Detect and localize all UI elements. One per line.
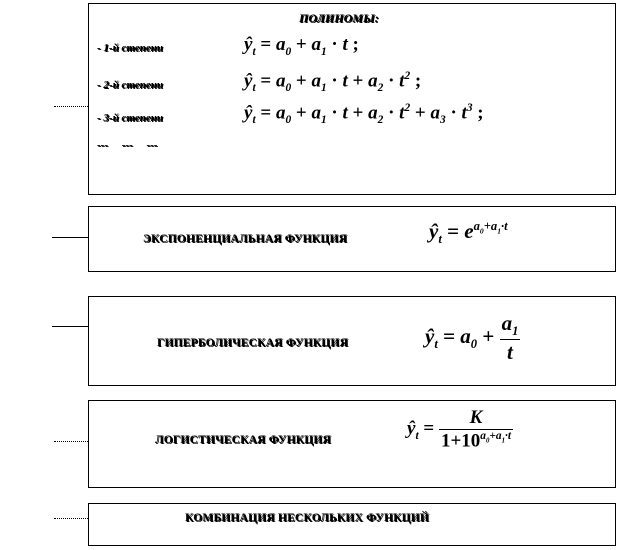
polynomial-degree-1-label: - 1-й степени <box>97 42 163 54</box>
logistic-box <box>88 400 616 488</box>
hyperbolic-caption: ГИПЕРБОЛИЧЕСКАЯ ФУНКЦИЯ <box>157 337 349 349</box>
combination-caption: КОМБИНАЦИЯ НЕСКОЛЬКИХ ФУНКЦИЙ <box>185 512 430 524</box>
connector-logistic <box>54 441 88 442</box>
polynomials-box <box>88 3 616 195</box>
hyperbolic-box <box>88 296 616 386</box>
connector-polynomials <box>54 106 88 107</box>
polynomials-ellipsis: --- --- --- <box>97 139 158 151</box>
polynomial-degree-3-formula: $ŷ_t = a_0 + a_1 \cdot t + a_2 \cdot t^2 + a_3 \cdot t^3$ ; <box>244 102 484 127</box>
exponential-box <box>88 206 616 272</box>
connector-combination <box>54 518 88 519</box>
polynomial-degree-2-formula: $ŷ_t = a_0 + a_1 \cdot t + a_2 \cdot t^2$ ; <box>244 70 422 95</box>
connector-hyperbolic <box>52 326 88 327</box>
polynomials-title: ПОЛИНОМЫ: <box>299 11 379 25</box>
logistic-caption: ЛОГИСТИЧЕСКАЯ ФУНКЦИЯ <box>155 434 332 446</box>
exponential-caption: ЭКСПОНЕНЦИАЛЬНАЯ ФУНКЦИЯ <box>143 233 348 245</box>
exponential-formula: $ŷ_t = e^{a_0+a_1\cdot t}$ <box>429 219 508 247</box>
logistic-formula: $ŷ_t$ = $\frac{K}{1+10^{a_0+a_1\cdot t}}$ <box>407 407 512 452</box>
hyperbolic-formula: $ŷ_t = a_0$ + $\frac{a_1}{t}$ <box>425 311 519 365</box>
polynomial-degree-1-formula: $ŷ_t = a_0 + a_1 \cdot t$ ; <box>244 34 359 58</box>
polynomial-degree-3-label: - 3-й степени <box>97 112 163 124</box>
combination-box <box>88 503 616 546</box>
polynomial-degree-2-label: - 2-й степени <box>97 79 163 91</box>
connector-exponential <box>52 237 88 238</box>
